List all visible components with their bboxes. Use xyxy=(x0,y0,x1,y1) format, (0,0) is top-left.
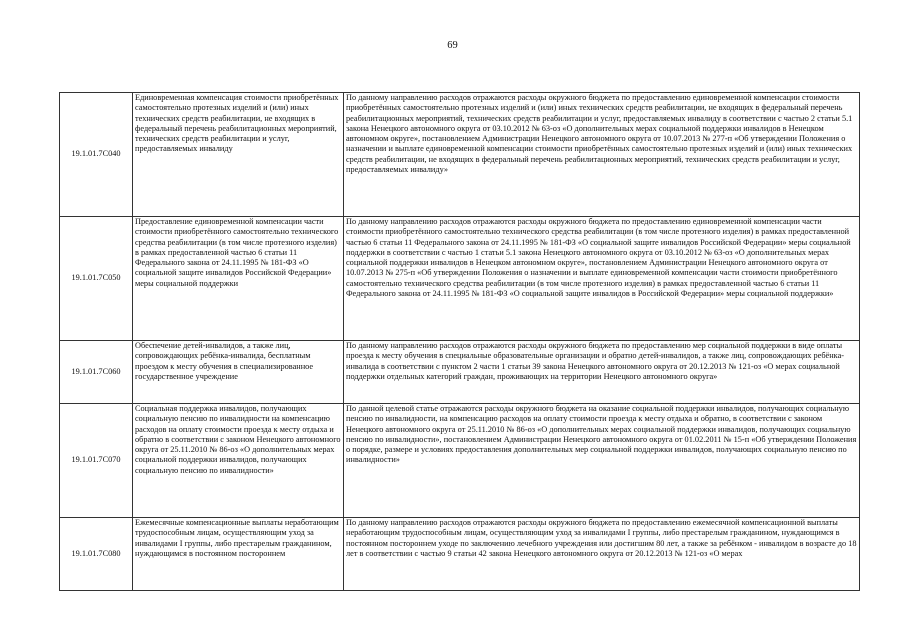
expense-direction-description: По данному направлению расходов отражаются расходы окружного бюджета по предоставлению единовременной компенсации части стоимости приобретённого самостоятельно технического средства реабилитации (в том числе протезного изделия) в рамках предоставленной частью 6 статьи 11 Федерального закона от 24.11.1995 № 181-ФЗ «О социальной защите инвалидов Российской Федерации» меры социальной поддержки в соответствии с частью 1 статьи 5.1 закона Ненецкого автономного округа от 03.10.2012 № 63-оз «О дополнительных мерах социальной поддержки инвалидов в Ненецком автономном округе», постановлением Администрации Ненецкого автономного округа от 10.07.2013 № 275-п «Об утверждении Положения о назначении и выплате единовременной компенсации части стоимости приобретённого самостоятельно технического средства реабилитации (в том числе протезного изделия) в рамках предоставленной частью 6 статьи 11 Федерального закона от 24.11.1995 № 181-ФЗ «О социальной защите инвалидов в Российской Федерации» меры социальной поддержки» xyxy=(344,217,860,341)
table-row xyxy=(60,217,860,341)
expense-direction-name: Предоставление единовременной компенсации части стоимости приобретённого самостоятельно технического средства реабилитации (в том числе протезного изделия) в рамках предоставленной частью 6 статьи 11 Федерального закона от 24.11.1995 № 181-ФЗ «О социальной защите инвалидов Российской Федерации» меры социальной поддержки xyxy=(133,217,344,341)
table-row xyxy=(60,404,860,518)
expense-direction-description: По данному направлению расходов отражаются расходы окружного бюджета по предоставлению единовременной компенсации стоимости приобретённых самостоятельно протезных изделий и (или) иных технических средств реабилитации, не входящих в федеральный перечень реабилитационных мероприятий, технических средств реабилитации и услуг, предоставляемых инвалиду в соответствии с частью 2 статьи 5.1 закона Ненецкого автономного округа от 03.10.2012 № 63-оз «О дополнительных мерах социальной поддержки инвалидов в Ненецком автономном округе», постановлением Администрации Ненецкого автономного округа от 10.07.2013 № 277-п «Об утверждении Положения о назначении и выплате единовременной компенсации стоимости приобретённых самостоятельно протезных изделий и (или) иных технических средств реабилитации, не входящих в федеральный перечень реабилитационных мероприятий, технических средств реабилитации и услуг, предоставляемых инвалиду» xyxy=(344,93,860,217)
target-article-code: 19.1.01.7С040 xyxy=(60,93,133,217)
expense-direction-name: Социальная поддержка инвалидов, получающих социальную пенсию по инвалидности на компенсацию расходов на оплату стоимости проезда к месту отдыха и обратно в соответствии с законом Ненецкого автономного округа от 25.11.2010 № 86-оз «О дополнительных мерах социальной поддержки инвалидов, получающих социальную пенсию по инвалидности» xyxy=(133,404,344,518)
table-row xyxy=(60,341,860,404)
page-number: 69 xyxy=(447,40,458,51)
target-article-code: 19.1.01.7С060 xyxy=(60,341,133,404)
target-article-code: 19.1.01.7С070 xyxy=(60,404,133,518)
table-row xyxy=(60,93,860,217)
expense-direction-description: По данному направлению расходов отражаются расходы окружного бюджета по предоставлению мер социальной поддержки в виде оплаты проезда к месту обучения в специальные образовательные организации и обратно детей-инвалидов, а также лиц, сопровождающих ребёнка-инвалида в соответствии с пунктом 2 части 1 статьи 39 закона Ненецкого автономного округа от 20.12.2013 № 121-оз «О мерах социальной поддержки отдельных категорий граждан, проживающих на территории Ненецкого автономного округа» xyxy=(344,341,860,404)
expense-direction-description: По данной целевой статье отражаются расходы окружного бюджета на оказание социальной поддержки инвалидов, получающих социальную пенсию по инвалидности, на компенсацию расходов на оплату стоимости проезда к месту отдыха и обратно, в соответствии с законом Ненецкого автономного округа от 25.11.2010 № 86-оз «О дополнительных мерах социальной поддержки инвалидов, получающих социальную пенсию по инвалидности», постановлением Администрации Ненецкого автономного округа от 01.02.2011 № 15-п «Об утверждении Положения о порядке, размере и условиях предоставления дополнительных мер социальной поддержки инвалидов, получающих социальную пенсию по инвалидности» xyxy=(344,404,860,518)
expense-direction-name: Единовременная компенсация стоимости приобретённых самостоятельно протезных изделий и (или) иных технических средств реабилитации, не входящих в федеральный перечень реабилитационных мероприятий, технических средств реабилитации и услуг, предоставляемых инвалиду xyxy=(133,93,344,217)
budget-classification-table xyxy=(59,92,860,591)
target-article-code: 19.1.01.7С080 xyxy=(60,518,133,591)
table-row xyxy=(60,518,860,591)
target-article-code: 19.1.01.7С050 xyxy=(60,217,133,341)
expense-direction-description: По данному направлению расходов отражаются расходы окружного бюджета по предоставлению ежемесячной компенсационной выплаты неработающим трудоспособным лицам, осуществляющим уход за инвалидами I группы, либо престарелым гражданином, нуждающимся в постоянном постороннем уходе по заключению лечебного учреждения или достигшим 80 лет, а также за ребёнком - инвалидом в возрасте до 18 лет в соответствии с частью 9 статьи 42 закона Ненецкого автономного округа от 20.12.2013 № 121-оз «О мерах xyxy=(344,518,860,591)
expense-direction-name: Ежемесячные компенсационные выплаты неработающим трудоспособным лицам, осуществляющим уход за инвалидами I группы, либо престарелым гражданином, нуждающимся в постоянном постороннем xyxy=(133,518,344,591)
expense-direction-name: Обеспечение детей-инвалидов, а также лиц, сопровождающих ребёнка-инвалида, бесплатным проездом к месту обучения в специализированное государственное учреждение xyxy=(133,341,344,404)
